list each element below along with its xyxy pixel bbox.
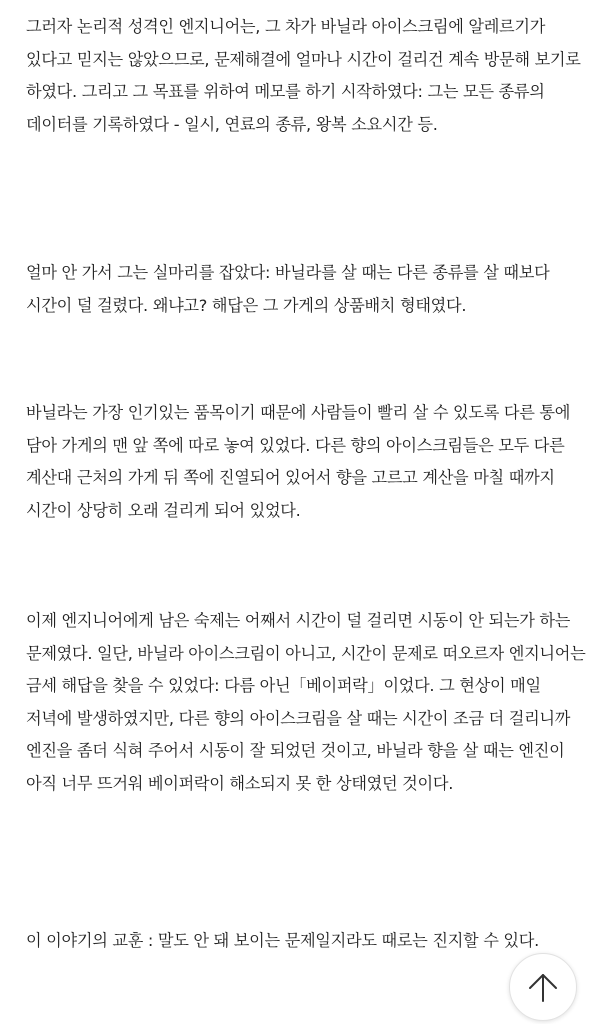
paragraph-1: 그러자 논리적 성격인 엔지니어는, 그 차가 바닐라 아이스크림에 알레르기가 있다고 믿지는 않았으므로, 문제해결에 얼마나 시간이 걸리건 계속 방문해 보기로 하였다. 그리고 그 목표를 위하여 메모를 하기 시작하였다: 그는 모든 종류의 데이터를 기록하였다 - 일시, 연료의 종류, 왕복 소요시간 등. [26,17,581,134]
paragraph-2: 얼마 안 가서 그는 실마리를 잡았다: 바닐라를 살 때는 다른 종류를 살 때보다 시간이 덜 걸렸다. 왜냐고? 해답은 그 가게의 상품배치 형태였다. [26,263,550,315]
arrow-up-icon [526,970,560,1004]
paragraph-4: 이제 엔지니어에게 남은 숙제는 어째서 시간이 덜 걸리면 시동이 안 되는가 하는 문제였다. 일단, 바닐라 아이스크림이 아니고, 시간이 문제로 떠오르자 엔지니어는 금세 해답을 찾을 수 있었다: 다름 아닌「베이퍼락」이었다. 그 현상이 매일 저녁에 발생하였지만, 다른 향의 아이스크림을 살 때는 시간이 조금 더 걸리니까 엔진을 좀더 식혀 주어서 시동이 잘 되었던 것이고, 바닐라 향을 살 때는 엔진이 아직 너무 뜨거워 베이퍼락이 해소되지 못 한 상태였던 것이다. [26,611,586,793]
scroll-to-top-button[interactable] [509,953,577,1021]
paragraph-3: 바닐라는 가장 인기있는 품목이기 때문에 사람들이 빨리 살 수 있도록 다른 통에 담아 가게의 맨 앞 쪽에 따로 놓여 있었다. 다른 향의 아이스크림들은 모두 다른 계산대 근처의 가게 뒤 쪽에 진열되어 있어서 향을 고르고 계산을 마칠 때까지 시간이 상당히 오래 걸리게 되어 있었다. [26,403,571,520]
paragraph-5: 이 이야기의 교훈 : 말도 안 돼 보이는 문제일지라도 때로는 진지할 수 있다. [26,931,539,950]
